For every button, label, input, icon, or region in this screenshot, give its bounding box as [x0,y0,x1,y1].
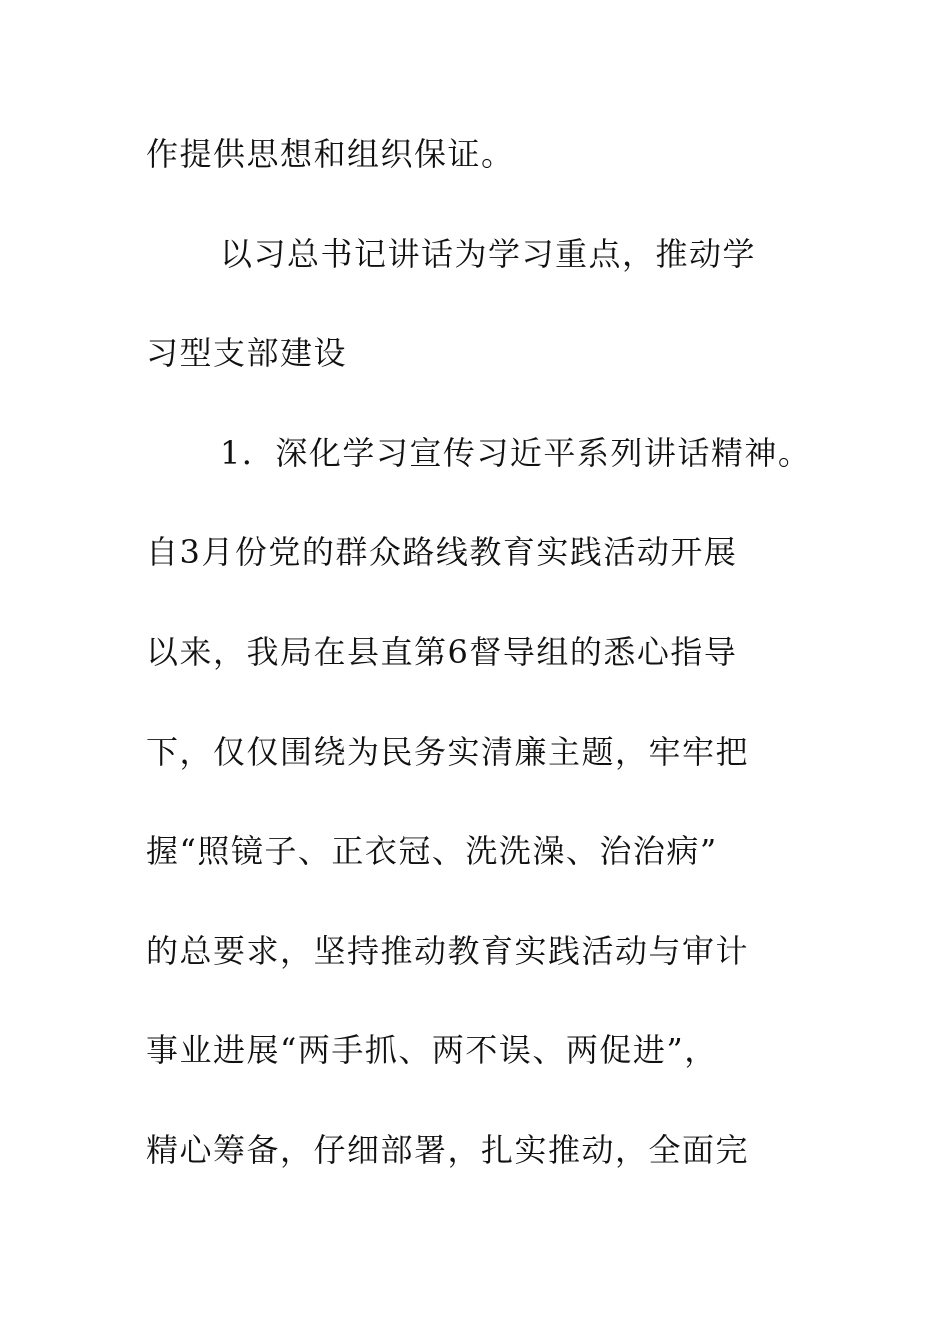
text-line-11: 精心筹备，仔细部署，扎实推动，全面完 [146,1131,750,1169]
text-line-7: 下，仅仅围绕为民务实清廉主题，牢牢把 [146,733,750,771]
text-line-1: 作提供思想和组织保证。 [146,135,515,173]
text-line-9: 的总要求，坚持推动教育实践活动与审计 [146,932,750,970]
section-heading-line-1: 以习总书记讲话为学习重点，推动学 [220,235,757,273]
text-line-6: 以来，我局在县直第6督导组的悉心指导 [146,633,738,671]
text-line-5: 自3月份党的群众路线教育实践活动开展 [146,533,738,571]
text-line-4: 1．深化学习宣传习近平系列讲话精神。 [220,434,812,472]
text-line-8: 握“照镜子、正衣冠、洗洗澡、治治病” [146,832,718,870]
text-line-10: 事业进展“两手抓、两不误、两促进”， [146,1031,718,1069]
section-heading-line-2: 习型支部建设 [146,334,348,372]
